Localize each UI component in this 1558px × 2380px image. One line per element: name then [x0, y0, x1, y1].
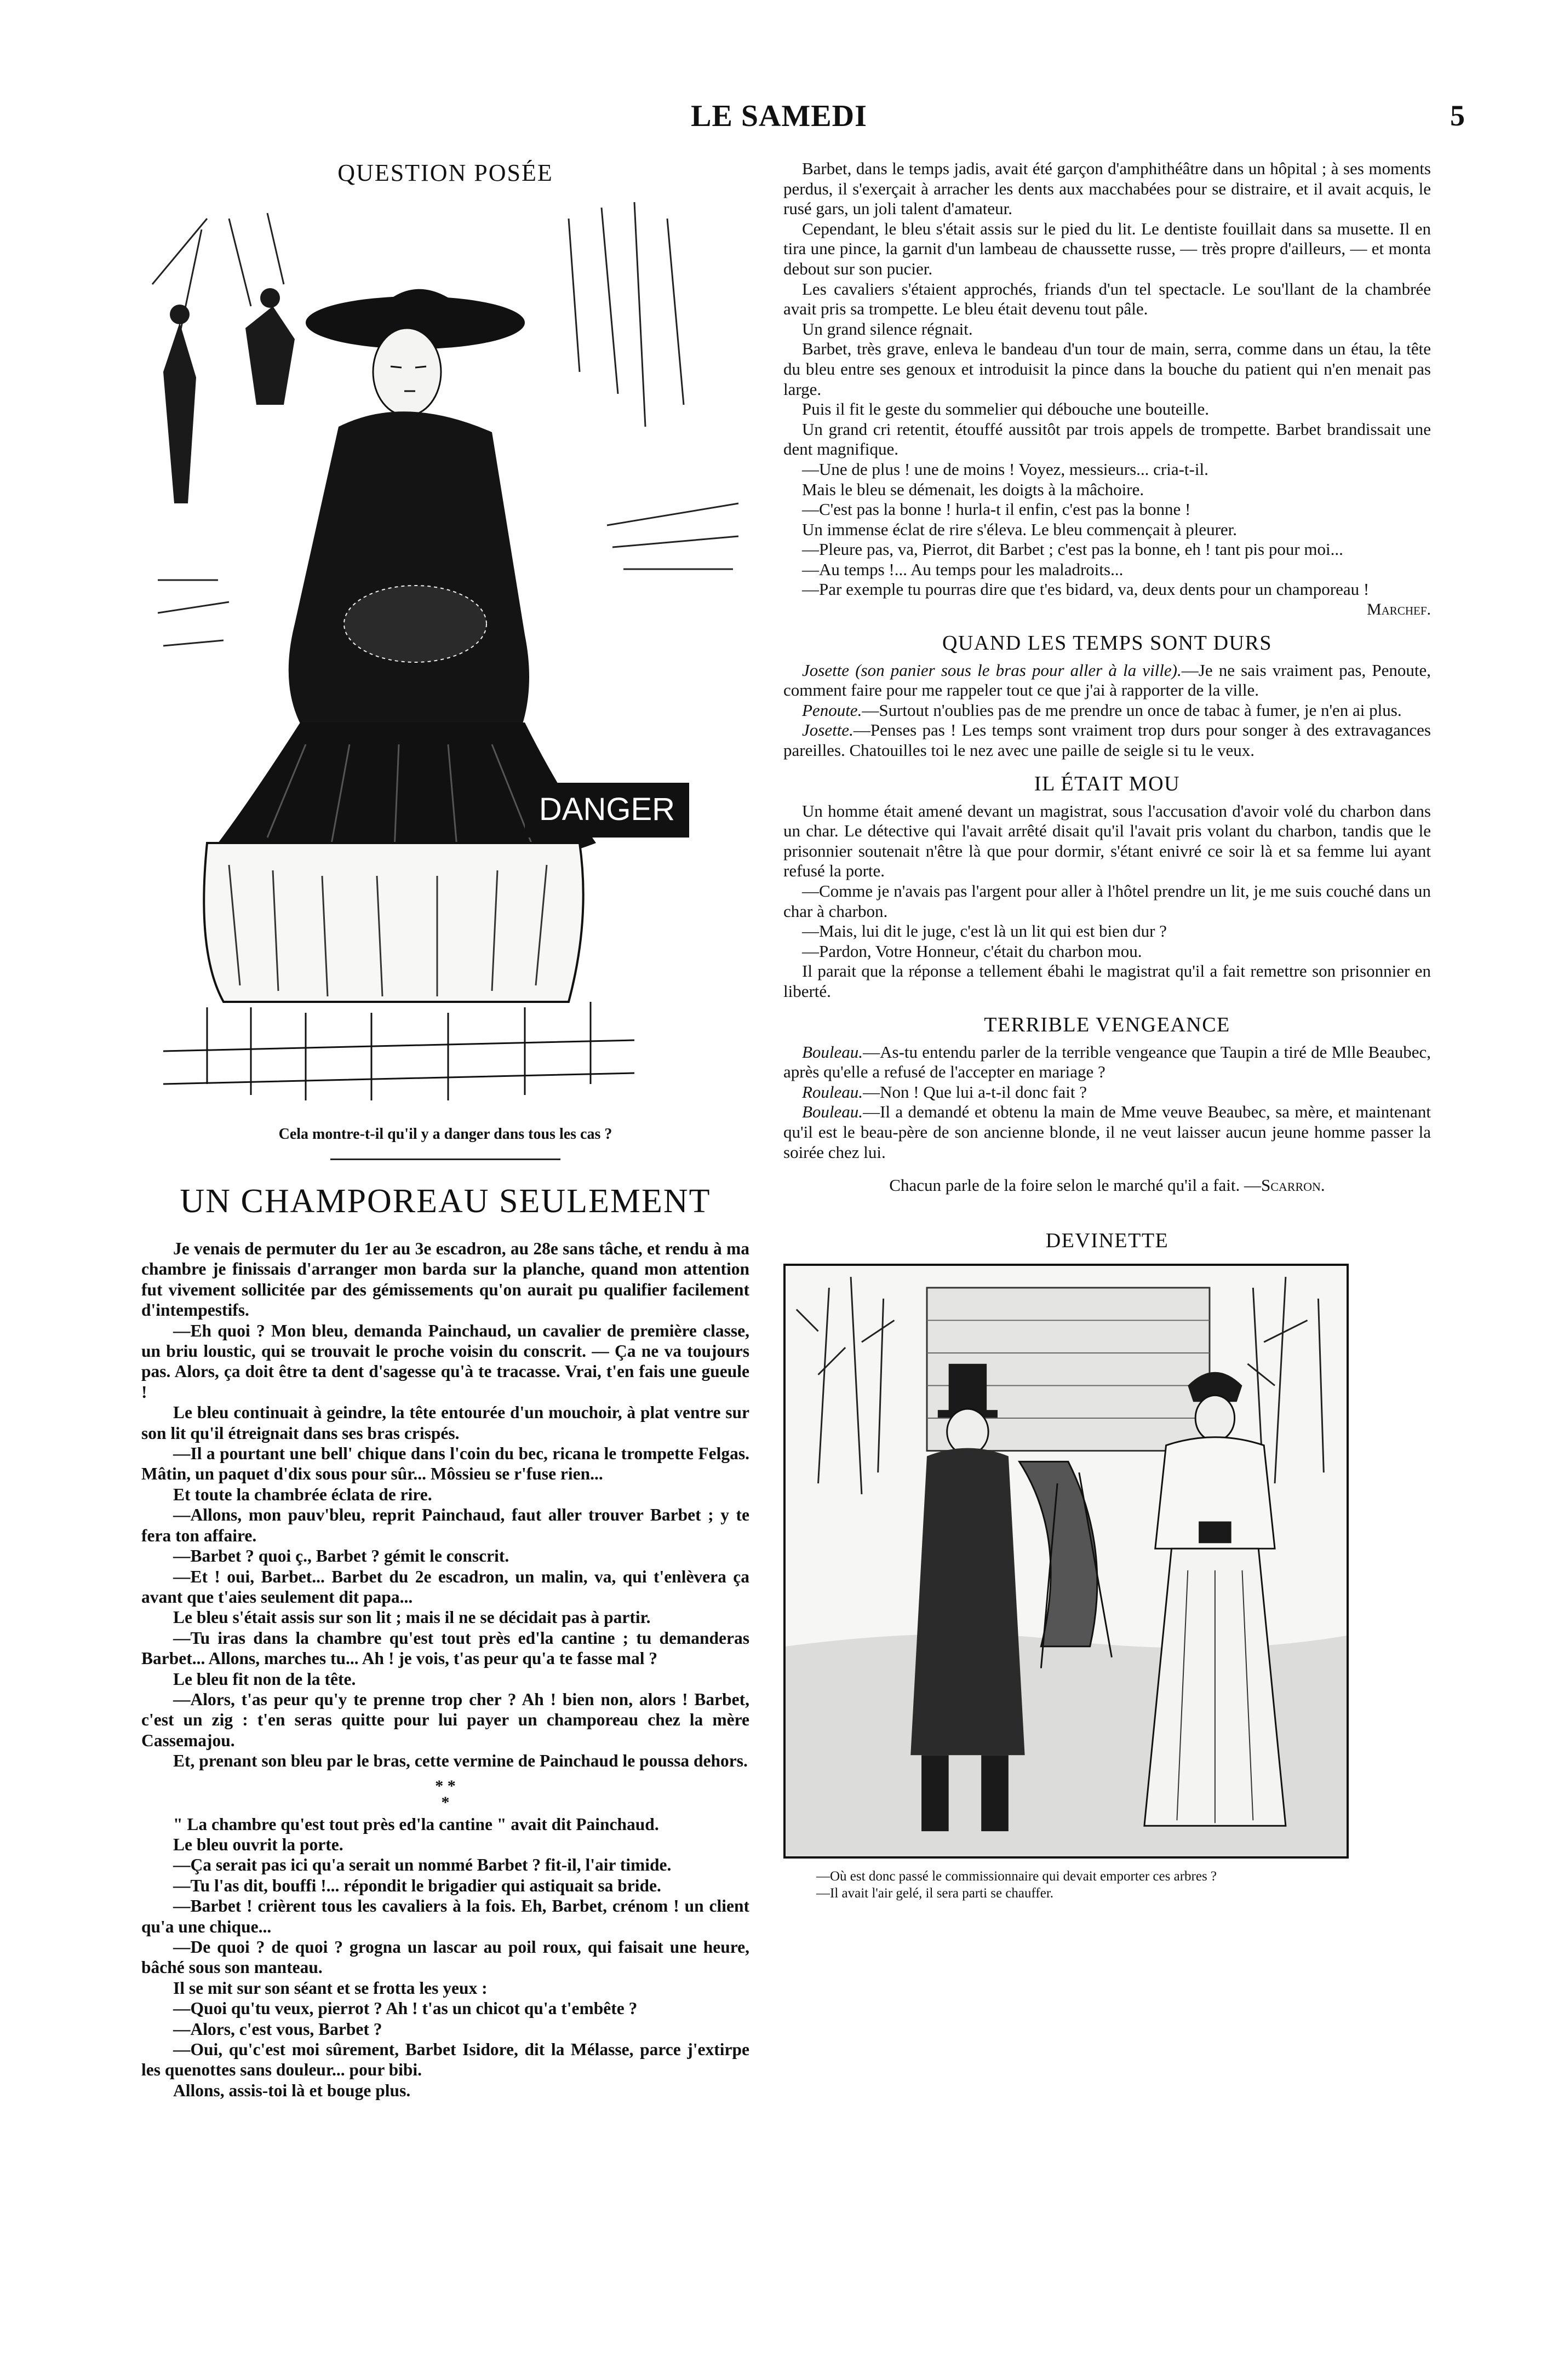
proverb: [783, 1175, 1431, 1196]
story-paragraph: —Comme je n'avais pas l'argent pour aller à l'hôtel prendre un lit, je me suis couché dans un char à charbon.: [783, 881, 1431, 921]
story-paragraph: Barbet, très grave, enleva le bandeau d'un tour de main, serra, comme dans un étau, la tête du bleu entre ses genoux et introduisit la pince dans la bouche du patient qui n'en menait pas large.: [783, 339, 1431, 399]
question-posee-illustration: [141, 197, 749, 1117]
running-title: LE SAMEDI: [691, 99, 867, 133]
speaker: Bouleau.: [802, 1102, 863, 1122]
story-paragraph: Et, prenant son bleu par le bras, cette vermine de Painchaud le poussa dehors.: [173, 1751, 748, 1771]
illustration-caption: Cela montre-t-il qu'il y a danger dans tous les cas ?: [278, 1126, 612, 1143]
story-paragraph: —Oui, qu'c'est moi sûrement, Barbet Isidore, dit la Mélasse, parce j'extirpe les quenottes sans douleur... pour bibi.: [141, 2040, 749, 2080]
caption-line: —Où est donc passé le commissionnaire qui devait emporter ces arbres ?: [816, 1868, 1217, 1884]
story-paragraph: —Barbet ! crièrent tous les cavaliers à la fois. Eh, Barbet, crénom ! un client qu'a une chique...: [141, 1896, 749, 1936]
dialogue-line: [783, 1082, 1431, 1103]
story-paragraph: Je venais de permuter du 1er au 3e escadron, au 28e sans tâche, et rendu à ma chambre je finissais d'arranger mon barda sur la planche, quand mon attention fut vivement sollicitée par des gémissements qu'on aurait pu qualifier facilement d'intempestifs.: [141, 1239, 749, 1320]
story-paragraph: —Barbet ? quoi ç., Barbet ? gémit le conscrit.: [173, 1546, 509, 1566]
speaker: Penoute.: [802, 700, 862, 720]
illustration-title: QUESTION POSÉE: [337, 159, 553, 186]
story-paragraph: Un immense éclat de rire s'éleva. Le bleu commençait à pleurer.: [802, 519, 1238, 539]
story-paragraph: Le bleu fit non de la tête.: [173, 1669, 356, 1689]
section-stars: * * *: [435, 1776, 456, 1811]
story-paragraph: Il se mit sur son séant et se frotta les yeux :: [173, 1978, 488, 1998]
story-paragraph: Les cavaliers s'étaient approchés, friands d'un tel spectacle. Le sou'llant de la chambrée avait pris sa trompette. Le bleu était devenu tout pâle.: [783, 279, 1431, 319]
story-paragraph: Allons, assis-toi là et bouge plus.: [173, 2080, 411, 2100]
proverb-text: Chacun parle de la foire selon le marché qu'il a fait. —: [889, 1175, 1261, 1195]
dialogue-line: [783, 701, 1431, 721]
story-paragraph: Le bleu ouvrit la porte.: [173, 1834, 343, 1854]
author-signature: Marchef.: [1366, 600, 1431, 619]
story-paragraph: —Alors, t'as peur qu'y te prenne trop cher ? Ah ! bien non, alors ! Barbet, c'est un zig : t'en seras quitte pour lui payer un champoreau chez la mère Cassemajou.: [141, 1689, 749, 1750]
story-paragraph: Un grand silence régnait.: [802, 319, 973, 339]
page-number: 5: [1450, 99, 1465, 132]
story-paragraph: Mais le bleu se démenait, les doigts à la mâchoire.: [802, 479, 1144, 499]
dialogue-line: [783, 720, 1431, 760]
dialogue-line: [783, 1102, 1431, 1162]
danger-sign-text: DANGER: [539, 792, 675, 827]
story-paragraph: Barbet, dans le temps jadis, avait été garçon d'amphithéâtre dans un hôpital ; à ses moments perdus, il s'exerçait à arracher les dents aux macchabées pour se distraire, et il avait acquis, le rusé gars, un joli talent d'amateur.: [783, 159, 1431, 219]
speaker: Josette (son panier sous le bras pour aller à la ville).: [802, 660, 1182, 680]
caption-line: —Il avait l'air gelé, il sera parti se chauffer.: [816, 1885, 1054, 1901]
story-paragraph: Cependant, le bleu s'était assis sur le pied du lit. Le dentiste fouillait dans sa musette. Il en tira une pince, la garnit d'un lambeau de chaussette russe, — très propre d'ailleurs, — et monta debout sur son pucier.: [783, 219, 1431, 278]
story-paragraph: —Quoi qu'tu veux, pierrot ? Ah ! t'as un chicot qu'a t'embête ?: [173, 1999, 638, 2018]
story-paragraph: —Pardon, Votre Honneur, c'était du charbon mou.: [802, 941, 1142, 961]
story-paragraph: —Ça serait pas ici qu'a serait un nommé Barbet ? fit-il, l'air timide.: [173, 1855, 672, 1875]
story-paragraph: —Allons, mon pauv'bleu, reprit Painchaud, faut aller trouver Barbet ; y te fera ton affaire.: [141, 1505, 749, 1545]
divider: [330, 1159, 560, 1160]
dialogue-line: [783, 661, 1431, 701]
speaker: Rouleau.: [802, 1082, 863, 1102]
story-paragraph: —C'est pas la bonne ! hurla-t il enfin, c'est pas la bonne !: [802, 500, 1191, 519]
speaker: Bouleau.: [802, 1042, 863, 1062]
section-title: TERRIBLE VENGEANCE: [984, 1013, 1230, 1036]
dialogue-text: —Surtout n'oublies pas de me prendre un once de tabac à fumer, je n'en ai plus.: [862, 700, 1402, 720]
section-title: QUAND LES TEMPS SONT DURS: [942, 631, 1272, 655]
story-paragraph: —Eh quoi ? Mon bleu, demanda Painchaud, un cavalier de première classe, un briu loustic, qui se trouvait le proche voisin du conscrit. — Ça ne va toujours pas. Alors, ça doit être ta dent d'sagesse qu'à te tracasse. Vrai, t'en fais une gueule !: [141, 1321, 749, 1402]
story-paragraph: " La chambre qu'est tout près ed'la cantine " avait dit Painchaud.: [173, 1814, 659, 1834]
dialogue-text: —Je ne sais vraiment pas, Penoute, comment faire pour me rappeler tout ce que j'ai à rapporter de la ville.: [783, 660, 1431, 700]
left-column: [141, 159, 749, 2101]
speaker: Josette.: [802, 720, 854, 740]
dialogue-text: —As-tu entendu parler de la terrible vengeance que Taupin a tiré de Mlle Beaubec, après qu'elle a refusé de l'accepter en mariage ?: [783, 1042, 1431, 1082]
story-paragraph: Le bleu continuait à geindre, la tête entourée d'un mouchoir, à plat ventre sur son lit qu'il étreignait dans ses bras crispés.: [141, 1403, 749, 1443]
story-paragraph: —Par exemple tu pourras dire que t'es bidard, va, deux dents pour un champoreau !: [802, 580, 1370, 599]
dialogue-text: —Il a demandé et obtenu la main de Mme veuve Beaubec, sa mère, et maintenant qu'il est le beau-père de son ancienne blonde, il ne veut laisser aucun jeune homme passer la soirée chez lui.: [783, 1102, 1431, 1162]
section-title: DEVINETTE: [1045, 1229, 1169, 1252]
devinette-caption: [816, 1868, 1431, 1902]
story-paragraph: —Il a pourtant une bell' chique dans l'coin du bec, ricana le trompette Felgas. Mâtin, un paquet d'dix sous pour sûr... Môssieu se r'fuse rien...: [141, 1444, 749, 1484]
proverb-author: Scarron.: [1261, 1175, 1325, 1195]
right-column: [783, 159, 1431, 1902]
story-paragraph: —Pleure pas, va, Pierrot, dit Barbet ; c'est pas la bonne, eh ! tant pis pour moi...: [802, 540, 1343, 559]
story-paragraph: —Au temps !... Au temps pour les maladroits...: [802, 559, 1124, 579]
story-paragraph: Et toute la chambrée éclata de rire.: [173, 1484, 432, 1504]
story-paragraph: Puis il fit le geste du sommelier qui débouche une bouteille.: [802, 399, 1209, 419]
story-continued: [783, 159, 1431, 1253]
story-paragraph: Le bleu s'était assis sur son lit ; mais il ne se décidait pas à partir.: [173, 1608, 651, 1627]
story-paragraph: —Alors, c'est vous, Barbet ?: [173, 2019, 382, 2039]
story-title: UN CHAMPOREAU SEULEMENT: [180, 1183, 711, 1220]
story-paragraph: —Tu iras dans la chambre qu'est tout près ed'la cantine ; tu demanderas Barbet... Allons, marches tu... Ah ! je vois, t'as peur qu'a te fasse mal ?: [141, 1628, 749, 1668]
story-paragraph: —Mais, lui dit le juge, c'est là un lit qui est bien dur ?: [802, 921, 1167, 941]
story-paragraph: Un homme était amené devant un magistrat, sous l'accusation d'avoir volé du charbon dans un char. Le détective qui l'avait arrêté disait qu'il l'avait pris volant du charbon, tandis que le prisonnier soutenait n'être là que pour dormir, s'étant enivré ce soir là et sa femme lui ayant refusé la porte.: [783, 801, 1431, 881]
story-paragraph: —De quoi ? de quoi ? grogna un lascar au poil roux, qui faisait une heure, bâché sous son manteau.: [141, 1937, 749, 1977]
dialogue-text: —Penses pas ! Les temps sont vraiment trop durs pour songer à des extravagances pareilles. Chatouilles toi le nez avec une paille de seigle si tu le veux.: [783, 720, 1431, 760]
story-paragraph: —Tu l'as dit, bouffi !... répondit le brigadier qui astiquait sa bride.: [173, 1876, 661, 1895]
section-title: IL ÉTAIT MOU: [1034, 772, 1181, 795]
story-paragraph: —Une de plus ! une de moins ! Voyez, messieurs... cria-t-il.: [802, 459, 1208, 479]
devinette-illustration: [783, 1264, 1349, 1859]
dialogue-line: [783, 1042, 1431, 1082]
story-paragraph: Un grand cri retentit, étouffé aussitôt par trois appels de trompette. Barbet brandissait une dent magnifique.: [783, 419, 1431, 459]
story-body: [141, 1238, 749, 2101]
story-paragraph: —Et ! oui, Barbet... Barbet du 2e escadron, un malin, va, qui t'enlèvera ça avant que t'aies seulement dit papa...: [141, 1567, 749, 1607]
story-paragraph: Il parait que la réponse a tellement ébahi le magistrat qu'il a fait remettre son prisonnier en liberté.: [783, 961, 1431, 1001]
dialogue-text: —Non ! Que lui a-t-il donc fait ?: [863, 1082, 1087, 1102]
